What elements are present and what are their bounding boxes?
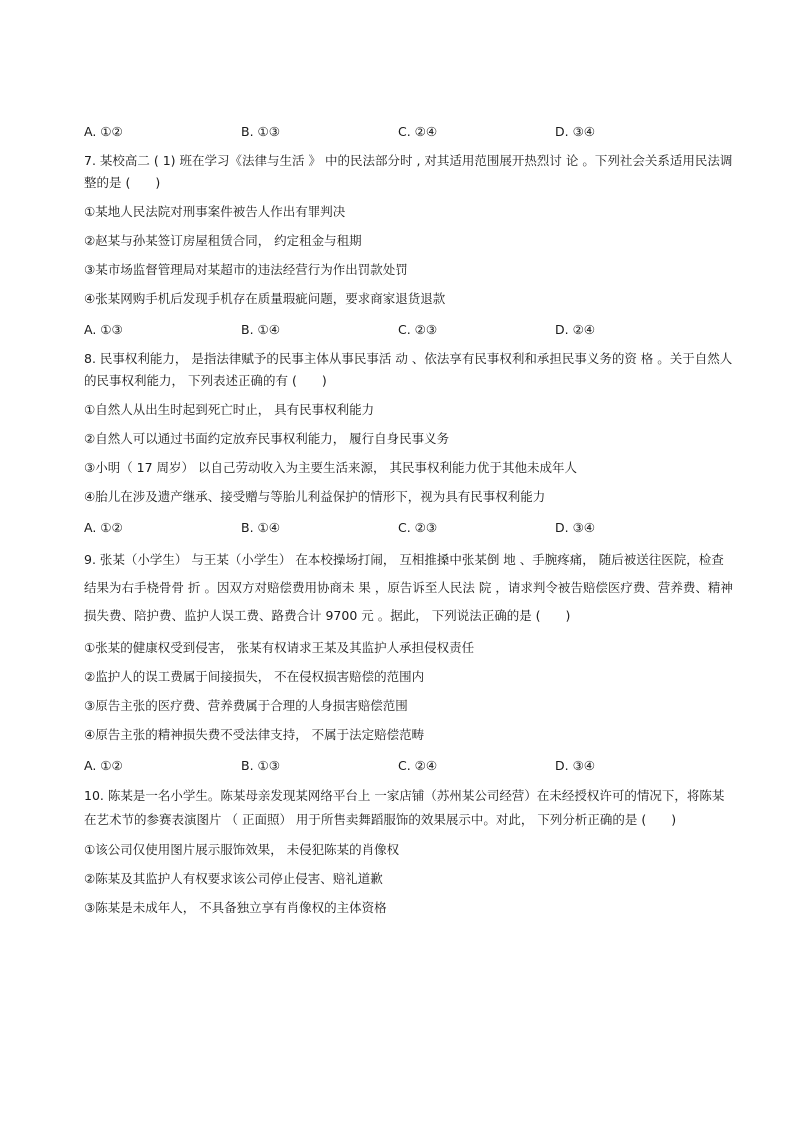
q7-stem: 7. 某校高二 ( 1) 班在学习《法律与生活 》 中的民法部分时 , 对其适用范围展开热烈讨 论 。下列社会关系适用民法调整的是 ( ) bbox=[84, 153, 733, 190]
q9-item-1: ①张某的健康权受到侵害， 张某有权请求王某及其监护人承担侵权责任 bbox=[84, 640, 475, 655]
q9-option-d: D. ③④ bbox=[555, 758, 595, 773]
question-7 bbox=[84, 150, 733, 342]
q7-item-3: ③某市场监督管理局对某超市的违法经营行为作出罚款处罚 bbox=[84, 262, 408, 277]
q10-item-3: ③陈某是未成年人， 不具备独立享有肖像权的主体资格 bbox=[84, 900, 387, 915]
q8-options bbox=[84, 516, 733, 540]
q8-option-c: C. ②③ bbox=[398, 520, 438, 535]
q6-options bbox=[84, 120, 733, 144]
q9-option-c: C. ②④ bbox=[398, 758, 438, 773]
q9-item-4: ④原告主张的精神损失费不受法律支持， 不属于法定赔偿范畴 bbox=[84, 727, 425, 742]
q7-option-a: A. ①③ bbox=[84, 322, 123, 337]
q8-stem: 8. 民事权利能力， 是指法律赋予的民事主体从事民事活 动 、依法享有民事权利和承担民事义务的资 格 。关于自然人的民事权利能力， 下列表述正确的有 ( ) bbox=[84, 351, 733, 388]
q10-item-2: ②陈某及其监护人有权要求该公司停止侵害、赔礼道歉 bbox=[84, 871, 383, 886]
q7-options bbox=[84, 318, 733, 342]
q7-option-b: B. ①④ bbox=[241, 322, 280, 337]
q10-stem: 10. 陈某是一名小学生。陈某母亲发现某网络平台上 一家店铺（苏州某公司经营）在未经授权许可的情况下，将陈某在艺术节的参赛表演图片 （ 正面照） 用于所售卖舞蹈服饰的效果展示中。对此， 下列分析正确的是 ( ) bbox=[84, 788, 725, 827]
q8-item-1: ①自然人从出生时起到死亡时止， 具有民事权利能力 bbox=[84, 402, 375, 417]
question-9 bbox=[84, 546, 733, 778]
q9-stem: 9. 张某（小学生） 与王某（小学生） 在本校操场打闹， 互相推搡中张某倒 地 、手腕疼痛， 随后被送往医院，检查结果为右手桡骨骨 折 。因双方对赔偿费用协商未 果 ，原告诉至人民法 院 ，请求判令被告赔偿医疗费、营养费、精神损失费、陪护费、监护人误工费、路费合计 9700 元 。据此， 下列说法正确的是 ( ) bbox=[84, 552, 733, 623]
q8-item-4: ④胎儿在涉及遗产继承、接受赠与等胎儿利益保护的情形下，视为具有民事权利能力 bbox=[84, 489, 546, 504]
q6-option-a: A. ①② bbox=[84, 124, 123, 139]
q7-item-4: ④张某网购手机后发现手机存在质量瑕疵问题，要求商家退货退款 bbox=[84, 291, 446, 306]
q8-item-2: ②自然人可以通过书面约定放弃民事权利能力， 履行自身民事义务 bbox=[84, 431, 450, 446]
q7-option-c: C. ②③ bbox=[398, 322, 438, 337]
q6-option-c: C. ②④ bbox=[398, 124, 438, 139]
q6-option-d: D. ③④ bbox=[555, 124, 595, 139]
question-8 bbox=[84, 348, 733, 540]
q9-option-b: B. ①③ bbox=[241, 758, 280, 773]
q9-item-2: ②监护人的误工费属于间接损失， 不在侵权损害赔偿的范围内 bbox=[84, 669, 425, 684]
q6-option-b: B. ①③ bbox=[241, 124, 280, 139]
q8-option-a: A. ①② bbox=[84, 520, 123, 535]
q9-item-3: ③原告主张的医疗费、营养费属于合理的人身损害赔偿范围 bbox=[84, 698, 408, 713]
q8-option-b: B. ①④ bbox=[241, 520, 280, 535]
q9-options bbox=[84, 754, 733, 778]
q7-item-1: ①某地人民法院对刑事案件被告人作出有罪判决 bbox=[84, 204, 346, 219]
q8-option-d: D. ③④ bbox=[555, 520, 595, 535]
question-10 bbox=[84, 784, 733, 918]
q9-option-a: A. ①② bbox=[84, 758, 123, 773]
q7-option-d: D. ②④ bbox=[555, 322, 595, 337]
q10-item-1: ①该公司仅使用图片展示服饰效果， 未侵犯陈某的肖像权 bbox=[84, 842, 400, 857]
q7-item-2: ②赵某与孙某签订房屋租赁合同， 约定租金与租期 bbox=[84, 233, 362, 248]
q8-item-3: ③小明（ 17 周岁） 以自己劳动收入为主要生活来源， 其民事权利能力优于其他未成年人 bbox=[84, 460, 578, 475]
